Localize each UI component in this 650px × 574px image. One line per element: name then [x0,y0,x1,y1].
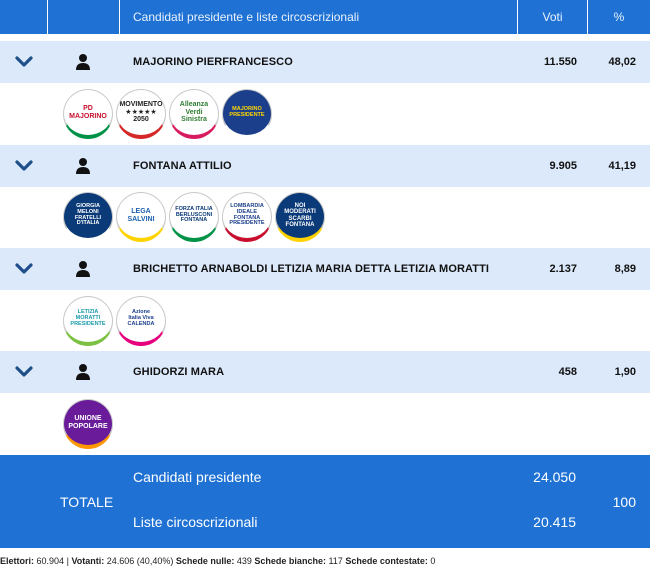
party-lists-row [0,186,650,248]
footer-separator: | [66,556,69,566]
candidate-pct: 41,19 [608,160,636,172]
party-logo-text: MODERATI [284,209,316,216]
elettori-value: 60.904 [36,556,65,566]
party-logo-text: PRESIDENTE [229,111,265,118]
party-logo [116,192,166,242]
party-logo-text: MOVIMENTO [119,101,163,109]
party-logo [169,192,219,242]
candidate-votes: 2.137 [549,263,577,275]
party-logo [116,296,166,346]
party-logo [222,192,272,242]
votanti-label: Votanti: [71,556,105,566]
summary-footer [0,556,650,566]
bianche-value: 117 [328,556,343,566]
party-logo-text: PRESIDENTE [70,320,106,327]
chevron-down-icon[interactable] [14,260,34,278]
candidate-votes: 11.550 [543,56,577,68]
party-logo-text: LOMBARDIA IDEALE [230,202,264,215]
candidate-name: MAJORINO PIERFRANCESCO [133,56,293,68]
totale-row [0,455,650,548]
totale-candidati-value: 24.050 [533,469,576,485]
party-logo [116,89,166,139]
party-logo-text: UNIONE [74,415,102,423]
party-lists-row [0,290,650,351]
party-logo-text: FONTANA [180,217,208,224]
party-logo-text: FORZA ITALIA [175,205,213,212]
chevron-down-icon[interactable] [14,53,34,71]
totale-label: TOTALE [60,493,114,510]
party-logo-text: Sinistra [181,116,207,124]
candidate-pct: 48,02 [608,56,636,68]
candidate-row[interactable] [0,145,650,187]
party-logo [222,89,272,139]
results-header [0,0,650,34]
candidate-pct: 1,90 [614,366,636,378]
elettori-label: Elettori: [0,556,35,566]
person-icon [75,157,91,175]
party-logo-text: POPOLARE [68,422,108,430]
party-logo-text: PD [83,105,93,113]
party-logo-text: ★★★★★ [125,108,157,116]
party-logo-text: Verdi [185,108,203,116]
party-logo-text: GIORGIA [76,202,100,209]
header-pct: % [588,0,650,34]
chevron-down-icon[interactable] [14,363,34,381]
party-logo-text: Alleanza [179,101,209,109]
header-title: Candidati presidente e liste circoscrizionali [120,0,518,34]
party-logo-text: SCARBI [288,215,312,222]
nulle-label: Schede nulle: [175,556,235,566]
votanti-value: 24.606 (40,40%) [106,556,174,566]
party-logo [63,192,113,242]
party-logo [63,399,113,449]
party-logo-text: FONTANA [233,214,261,221]
contestate-value: 0 [430,556,436,566]
party-logo-text: FRATELLI D'ITALIA [74,214,102,227]
party-lists-row [0,393,650,455]
candidate-row[interactable] [0,351,650,393]
party-logo-text: LETIZIA [77,309,99,316]
header-cell-icon [48,0,120,34]
party-logo-text: NOI [294,202,306,209]
candidate-votes: 9.905 [549,160,577,172]
person-icon [75,53,91,71]
header-cell-expand [0,0,48,34]
nulle-value: 439 [236,556,252,566]
party-logo-text: MORATTI [75,315,101,322]
party-logo [63,296,113,346]
party-logo [275,192,325,242]
totale-candidati-label: Candidati presidente [133,469,262,485]
party-logo-text: MELONI [77,208,99,215]
candidate-pct: 8,89 [614,263,636,275]
party-logo-text: 2050 [133,116,149,124]
party-logo-text: SALVINI [127,215,155,223]
party-logo-text: Italia Viva [128,315,154,322]
candidate-name: FONTANA ATTILIO [133,160,232,172]
contestate-label: Schede contestate: [345,556,428,566]
party-logo-text: BERLUSCONI [175,211,213,218]
candidate-votes: 458 [558,366,577,378]
party-logo-text: MAJORINO [69,112,107,120]
party-logo-text: CALENDA [127,320,155,327]
party-logo-text: FONTANA [285,221,315,228]
bianche-label: Schede bianche: [254,556,326,566]
party-lists-row [0,83,650,145]
party-logo-text: Azione [131,309,151,316]
header-votes: Voti [518,0,588,34]
person-icon [75,260,91,278]
candidate-row[interactable] [0,248,650,290]
party-logo-text: PRESIDENTE [229,220,265,227]
party-logo-text: LEGA [131,208,151,216]
candidate-name: GHIDORZI MARA [133,366,225,378]
party-logo-text: MAJORINO [232,105,262,112]
party-logo [169,89,219,139]
person-icon [75,363,91,381]
party-logo [63,89,113,139]
candidate-row[interactable] [0,41,650,83]
candidate-name: BRICHETTO ARNABOLDI LETIZIA MARIA DETTA LETIZIA MORATTI [133,263,490,275]
totale-pct: 100 [612,493,636,510]
chevron-down-icon[interactable] [14,157,34,175]
totale-liste-label: Liste circoscrizionali [133,514,258,530]
totale-liste-value: 20.415 [533,514,576,530]
